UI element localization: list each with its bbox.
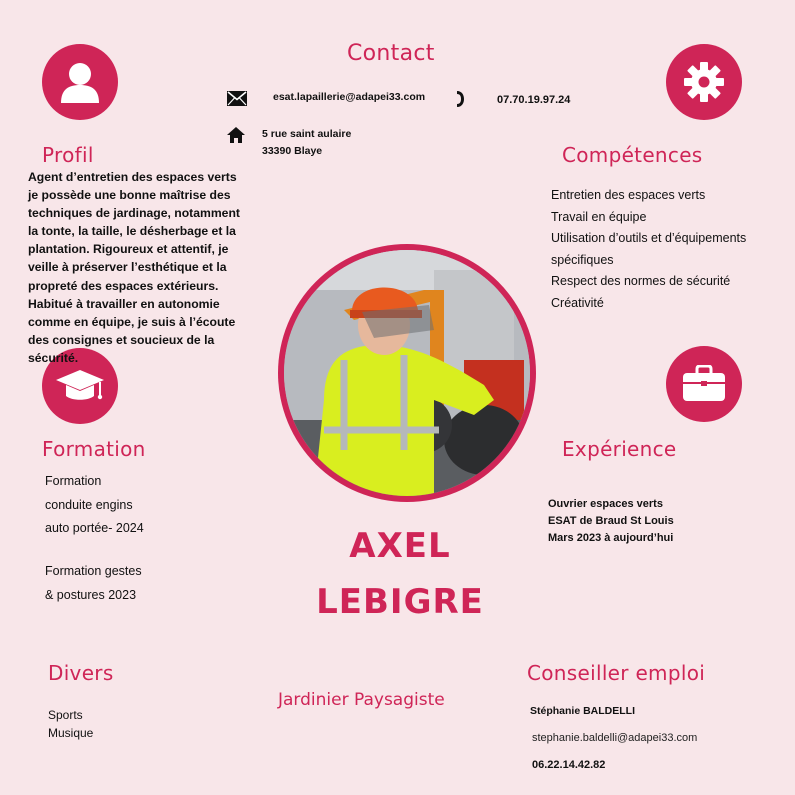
profil-line: plantation. Rigoureux et attentif, je <box>28 242 229 257</box>
competence-item: Respect des normes de sécurité <box>551 274 731 288</box>
conseiller-email[interactable]: stephanie.baldelli@adapei33.com <box>532 732 698 744</box>
contact-email[interactable]: esat.lapaillerie@adapei33.com <box>273 91 426 103</box>
profil-line: Habitué à travailler en autonomie <box>28 296 220 311</box>
experience-line: ESAT de Braud St Louis <box>548 515 674 527</box>
divers-title: Divers <box>48 661 114 685</box>
first-name: AXEL <box>349 526 451 566</box>
user-icon <box>42 44 118 120</box>
mail-icon <box>227 91 247 111</box>
formation-line: auto portée- 2024 <box>45 521 144 535</box>
formation-item-2 <box>45 560 142 607</box>
divers-item: Musique <box>48 726 94 740</box>
competence-item: Entretien des espaces verts <box>551 188 706 202</box>
profil-line: sécurité. <box>28 350 79 365</box>
profile-photo <box>284 250 530 496</box>
divers-item: Sports <box>48 708 83 722</box>
experience-line: Ouvrier espaces verts <box>548 498 663 510</box>
address-line-2: 33390 Blaye <box>262 145 323 157</box>
formation-line: & postures 2023 <box>45 587 137 602</box>
competence-item: Travail en équipe <box>551 209 647 224</box>
conseiller-name: Stéphanie BALDELLI <box>530 705 636 717</box>
contact-phone[interactable]: 07.70.19.97.24 <box>497 94 571 106</box>
briefcase-icon <box>666 346 742 422</box>
profil-line: propreté des espaces extérieurs. <box>28 278 219 293</box>
formation-line: Formation <box>45 474 102 488</box>
competence-item: spécifiques <box>551 252 614 267</box>
home-icon <box>227 127 245 148</box>
profil-line: je possède une bonne maîtrise des <box>28 188 231 203</box>
conseiller-title: Conseiller emploi <box>527 661 706 685</box>
experience-title: Expérience <box>562 437 677 461</box>
formation-line: conduite engins <box>45 497 133 512</box>
competence-item: Utilisation d’outils et d’équipements <box>551 231 747 245</box>
experience-line: Mars 2023 à aujourd’hui <box>548 532 674 544</box>
profile-photo-frame <box>278 244 536 502</box>
profil-line: Agent d’entretien des espaces verts <box>28 170 237 184</box>
divers-list <box>48 706 93 742</box>
profil-line: la tonte, la taille, le désherbage et la <box>28 224 236 239</box>
competences-title: Compétences <box>562 143 703 167</box>
competence-item: Créativité <box>551 295 604 310</box>
profil-line: comme en équipe, je suis à l’écoute <box>28 314 236 329</box>
profil-title: Profil <box>42 143 94 167</box>
profil-line: des consignes et soucieux de la <box>28 332 215 347</box>
gear-icon <box>666 44 742 120</box>
contact-title: Contact <box>347 41 435 66</box>
profil-text <box>28 168 240 367</box>
address-line-1: 5 rue saint aulaire <box>262 128 352 140</box>
profil-line: techniques de jardinage, notamment <box>28 206 240 221</box>
conseiller-phone[interactable]: 06.22.14.42.82 <box>532 759 606 771</box>
profil-line: veille à préserver l’esthétique et la <box>28 260 227 275</box>
formation-line: Formation gestes <box>45 564 142 578</box>
contact-address <box>262 126 351 160</box>
competences-list <box>551 185 746 314</box>
phone-icon <box>455 90 465 113</box>
job-title: Jardinier Paysagiste <box>278 690 445 710</box>
last-name: LEBIGRE <box>316 582 484 622</box>
experience-list <box>548 496 674 547</box>
formation-title: Formation <box>42 437 146 461</box>
formation-item-1 <box>45 470 144 541</box>
